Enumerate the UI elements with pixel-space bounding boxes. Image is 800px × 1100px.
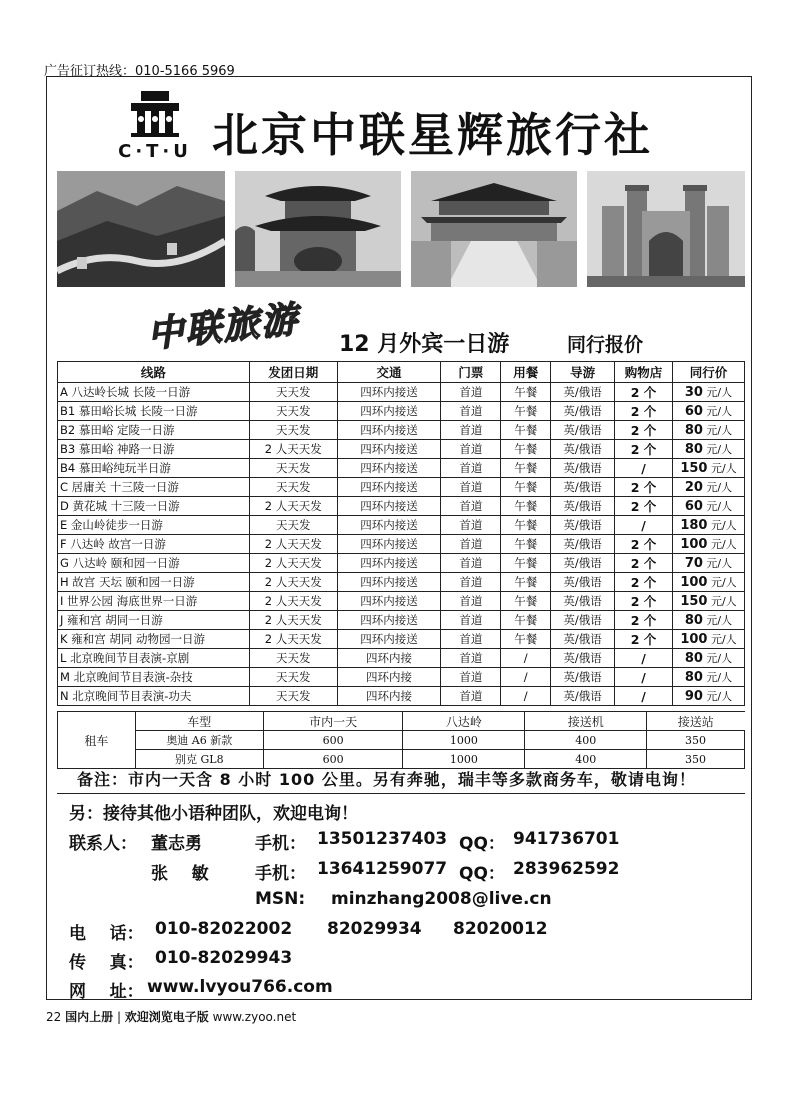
cell-ticket: 首道 <box>441 592 501 611</box>
cell-meal: 午餐 <box>501 383 551 402</box>
cell-guide: 英/俄语 <box>551 573 615 592</box>
table-row <box>58 459 745 478</box>
cell-meal: 午餐 <box>501 478 551 497</box>
price-unit: 元/人 <box>706 690 733 703</box>
cell-meal: 午餐 <box>501 592 551 611</box>
qq-2: 283962592 <box>513 859 620 879</box>
cell-ticket: 首道 <box>441 497 501 516</box>
cell-guide: 英/俄语 <box>551 535 615 554</box>
col-shops: 购物店 <box>615 362 673 383</box>
cell-price <box>672 478 744 497</box>
cell-meal: 午餐 <box>501 497 551 516</box>
col-ticket: 门票 <box>441 362 501 383</box>
rental-col-airport: 接送机 <box>525 712 647 731</box>
cell-transport: 四环内接送 <box>337 478 441 497</box>
cell-date: 天天发 <box>249 649 337 668</box>
mobile-label-1: 手机： <box>255 834 306 854</box>
cell-route: H 故宫 天坛 颐和园一日游 <box>58 573 250 592</box>
cell-date: 天天发 <box>249 383 337 402</box>
cell-guide: 英/俄语 <box>551 630 615 649</box>
price-unit: 元/人 <box>706 671 733 684</box>
cell-guide: 英/俄语 <box>551 497 615 516</box>
cell-price <box>672 554 744 573</box>
col-meal: 用餐 <box>501 362 551 383</box>
cell-route: J 雍和宫 胡同一日游 <box>58 611 250 630</box>
cell-transport: 四环内接送 <box>337 440 441 459</box>
mobile-1: 13501237403 <box>317 829 448 849</box>
cell-ticket: 首道 <box>441 687 501 706</box>
rental-col-station: 接送站 <box>647 712 745 731</box>
cell-shops: 2 个 <box>615 497 673 516</box>
rental-header-row <box>58 712 745 731</box>
cell-shops: 2 个 <box>615 611 673 630</box>
cell-price <box>672 440 744 459</box>
cell-guide: 英/俄语 <box>551 592 615 611</box>
rental-cell: 奥迪 A6 新款 <box>135 731 263 750</box>
cell-date: 天天发 <box>249 459 337 478</box>
cell-ticket: 首道 <box>441 478 501 497</box>
cell-shops: 2 个 <box>615 383 673 402</box>
price-value: 80 <box>684 442 703 457</box>
cell-meal: 午餐 <box>501 535 551 554</box>
rental-col-city-day: 市内一天 <box>263 712 403 731</box>
cell-route: N 北京晚间节目表演-功夫 <box>58 687 250 706</box>
cell-transport: 四环内接送 <box>337 535 441 554</box>
cell-meal: 午餐 <box>501 573 551 592</box>
cell-transport: 四环内接 <box>337 668 441 687</box>
company-name: 北京中联星辉旅行社 <box>212 108 653 162</box>
cell-price <box>672 402 744 421</box>
price-unit: 元/人 <box>706 557 733 570</box>
rental-cell: 400 <box>525 750 647 769</box>
cell-route: C 居庸关 十三陵一日游 <box>58 478 250 497</box>
cell-ticket: 首道 <box>441 440 501 459</box>
cell-shops: 2 个 <box>615 630 673 649</box>
extra-service-note: 另：接待其他小语种团队，欢迎电询！ <box>69 804 358 824</box>
cell-price <box>672 516 744 535</box>
page-footer: 22 国内上册 | 欢迎浏览电子版 www.zyoo.net <box>46 1010 297 1024</box>
cell-ticket: 首道 <box>441 668 501 687</box>
cell-guide: 英/俄语 <box>551 516 615 535</box>
footer-site[interactable]: www.zyoo.net <box>212 1010 297 1024</box>
cell-ticket: 首道 <box>441 535 501 554</box>
cell-date: 天天发 <box>249 668 337 687</box>
contact-person-1: 董志勇 <box>151 834 202 854</box>
cell-price <box>672 497 744 516</box>
cell-guide: 英/俄语 <box>551 649 615 668</box>
cell-price <box>672 535 744 554</box>
price-value: 80 <box>684 423 703 438</box>
table-row <box>58 573 745 592</box>
cell-price <box>672 573 744 592</box>
cell-guide: 英/俄语 <box>551 687 615 706</box>
quote-label: 同行报价 <box>567 334 644 356</box>
rental-cell: 别克 GL8 <box>135 750 263 769</box>
cell-guide: 英/俄语 <box>551 440 615 459</box>
cell-date: 2 人天天发 <box>249 535 337 554</box>
cell-shops: 2 个 <box>615 478 673 497</box>
phone-2: 82029934 <box>327 919 422 939</box>
table-row <box>58 611 745 630</box>
price-value: 100 <box>680 575 708 590</box>
cell-ticket: 首道 <box>441 421 501 440</box>
footer-welcome: 欢迎浏览电子版 <box>124 1010 209 1024</box>
cell-ticket: 首道 <box>441 573 501 592</box>
price-unit: 元/人 <box>706 443 733 456</box>
cell-meal: / <box>501 649 551 668</box>
cell-price <box>672 687 744 706</box>
cell-shops: 2 个 <box>615 573 673 592</box>
cell-price <box>672 383 744 402</box>
cell-ticket: 首道 <box>441 402 501 421</box>
phone-label: 电 话： <box>69 924 144 944</box>
cell-transport: 四环内接 <box>337 649 441 668</box>
cell-route: M 北京晚间节目表演-杂技 <box>58 668 250 687</box>
castle-gate-photo <box>587 171 745 287</box>
cell-guide: 英/俄语 <box>551 402 615 421</box>
rental-note: 备注：市内一天含 8 小时 100 公里。另有奔驰，瑞丰等多款商务车，敬请电询！ <box>77 770 696 789</box>
rental-label: 租车 <box>58 712 136 769</box>
table-row <box>58 440 745 459</box>
price-value: 180 <box>680 518 708 533</box>
mobile-2: 13641259077 <box>317 859 448 879</box>
cell-transport: 四环内接送 <box>337 497 441 516</box>
cell-transport: 四环内接 <box>337 687 441 706</box>
price-value: 60 <box>684 499 703 514</box>
ad-hotline: 广告征订热线：010-5166 5969 <box>44 64 235 79</box>
table-row <box>58 592 745 611</box>
price-unit: 元/人 <box>710 576 737 589</box>
cell-date: 2 人天天发 <box>249 611 337 630</box>
price-unit: 元/人 <box>706 481 733 494</box>
mobile-label-2: 手机： <box>255 864 306 884</box>
cell-guide: 英/俄语 <box>551 611 615 630</box>
footer-section: 国内上册 <box>65 1010 114 1024</box>
cell-date: 2 人天天发 <box>249 573 337 592</box>
cell-price <box>672 611 744 630</box>
car-rental-table <box>57 711 745 769</box>
cell-route: E 金山岭徒步一日游 <box>58 516 250 535</box>
cell-date: 天天发 <box>249 402 337 421</box>
price-value: 20 <box>684 480 703 495</box>
cell-shops: / <box>615 668 673 687</box>
phone-3: 82020012 <box>453 919 548 939</box>
rental-cell: 350 <box>647 731 745 750</box>
cell-meal: 午餐 <box>501 459 551 478</box>
website-link[interactable]: www.lvyou766.com <box>147 977 333 997</box>
cell-date: 2 人天天发 <box>249 592 337 611</box>
cell-ticket: 首道 <box>441 383 501 402</box>
table-row <box>58 383 745 402</box>
cell-date: 天天发 <box>249 516 337 535</box>
cell-price <box>672 668 744 687</box>
table-row <box>58 649 745 668</box>
price-unit: 元/人 <box>710 519 737 532</box>
fax-number: 010-82029943 <box>155 948 293 968</box>
cell-price <box>672 421 744 440</box>
cell-meal: 午餐 <box>501 421 551 440</box>
price-value: 60 <box>684 404 703 419</box>
tour-title: 12 月外宾一日游 <box>339 332 510 357</box>
msn-label: MSN: <box>255 889 306 909</box>
price-value: 100 <box>680 632 708 647</box>
rental-cell: 400 <box>525 731 647 750</box>
cell-date: 天天发 <box>249 687 337 706</box>
cell-route: D 黄花城 十三陵一日游 <box>58 497 250 516</box>
palace-hall-photo <box>411 171 577 287</box>
logo-seal-icon <box>127 89 183 139</box>
price-value: 150 <box>680 594 708 609</box>
page-number: 22 <box>46 1010 62 1024</box>
table-row <box>58 535 745 554</box>
photo-strip <box>57 171 745 289</box>
price-unit: 元/人 <box>706 652 733 665</box>
cell-date: 2 人天天发 <box>249 440 337 459</box>
logo-text: C·T·U <box>118 141 192 162</box>
price-value: 80 <box>684 670 703 685</box>
table-row <box>58 630 745 649</box>
cell-guide: 英/俄语 <box>551 421 615 440</box>
rental-cell: 1000 <box>403 731 525 750</box>
phone-1: 010-82022002 <box>155 919 293 939</box>
cell-meal: / <box>501 668 551 687</box>
cell-guide: 英/俄语 <box>551 459 615 478</box>
cell-route: B2 慕田峪 定陵一日游 <box>58 421 250 440</box>
price-unit: 元/人 <box>706 386 733 399</box>
price-value: 80 <box>684 651 703 666</box>
cell-guide: 英/俄语 <box>551 554 615 573</box>
price-value: 70 <box>684 556 703 571</box>
price-value: 100 <box>680 537 708 552</box>
cell-transport: 四环内接送 <box>337 402 441 421</box>
cell-transport: 四环内接送 <box>337 611 441 630</box>
table-row <box>58 516 745 535</box>
price-unit: 元/人 <box>706 614 733 627</box>
ad-frame <box>46 76 752 1000</box>
price-unit: 元/人 <box>710 538 737 551</box>
fax-label: 传 真： <box>69 953 144 973</box>
cell-meal: 午餐 <box>501 611 551 630</box>
cell-route: A 八达岭长城 长陵一日游 <box>58 383 250 402</box>
cell-meal: 午餐 <box>501 554 551 573</box>
cell-shops: 2 个 <box>615 440 673 459</box>
cell-route: B3 慕田峪 神路一日游 <box>58 440 250 459</box>
cell-date: 2 人天天发 <box>249 630 337 649</box>
cell-ticket: 首道 <box>441 611 501 630</box>
rental-cell: 600 <box>263 750 403 769</box>
col-guide: 导游 <box>551 362 615 383</box>
price-unit: 元/人 <box>710 595 737 608</box>
price-value: 80 <box>684 613 703 628</box>
rental-cell: 1000 <box>403 750 525 769</box>
cell-route: B4 慕田峪纯玩半日游 <box>58 459 250 478</box>
msn-address[interactable]: minzhang2008@live.cn <box>331 889 552 909</box>
cell-route: L 北京晚间节目表演-京剧 <box>58 649 250 668</box>
cell-shops: / <box>615 459 673 478</box>
qq-label-1: QQ： <box>459 834 505 854</box>
cell-guide: 英/俄语 <box>551 478 615 497</box>
cell-route: I 世界公园 海底世界一日游 <box>58 592 250 611</box>
cell-route: G 八达岭 颐和园一日游 <box>58 554 250 573</box>
cell-date: 天天发 <box>249 421 337 440</box>
cell-meal: 午餐 <box>501 516 551 535</box>
rental-cell: 600 <box>263 731 403 750</box>
cell-price <box>672 630 744 649</box>
price-unit: 元/人 <box>706 424 733 437</box>
contact-person-2: 张 敏 <box>151 864 209 884</box>
tour-price-table <box>57 361 745 706</box>
cell-shops: 2 个 <box>615 421 673 440</box>
cell-shops: 2 个 <box>615 535 673 554</box>
table-row <box>58 687 745 706</box>
table-header-row <box>58 362 745 383</box>
price-unit: 元/人 <box>710 633 737 646</box>
divider <box>57 793 745 794</box>
great-wall-photo <box>57 171 225 287</box>
cell-route: F 八达岭 故宫一日游 <box>58 535 250 554</box>
cell-ticket: 首道 <box>441 459 501 478</box>
table-row <box>58 668 745 687</box>
brand-script-logo: 中联旅游 <box>145 299 302 356</box>
cell-shops: / <box>615 649 673 668</box>
table-row <box>58 421 745 440</box>
price-value: 30 <box>684 385 703 400</box>
contact-label: 联系人： <box>69 834 137 854</box>
cell-guide: 英/俄语 <box>551 668 615 687</box>
cell-route: K 雍和宫 胡同 动物园一日游 <box>58 630 250 649</box>
cell-transport: 四环内接送 <box>337 459 441 478</box>
tour-table-body <box>58 383 745 706</box>
table-row <box>58 554 745 573</box>
price-unit: 元/人 <box>706 405 733 418</box>
pagoda-temple-photo <box>235 171 401 287</box>
cell-route: B1 慕田峪长城 长陵一日游 <box>58 402 250 421</box>
cell-shops: / <box>615 687 673 706</box>
qq-1: 941736701 <box>513 829 620 849</box>
cell-meal: 午餐 <box>501 402 551 421</box>
rental-col-model: 车型 <box>135 712 263 731</box>
cell-transport: 四环内接送 <box>337 554 441 573</box>
col-price: 同行价 <box>672 362 744 383</box>
cell-transport: 四环内接送 <box>337 592 441 611</box>
price-unit: 元/人 <box>706 500 733 513</box>
cell-shops: 2 个 <box>615 592 673 611</box>
rental-row <box>58 731 745 750</box>
cell-date: 天天发 <box>249 478 337 497</box>
cell-ticket: 首道 <box>441 554 501 573</box>
cell-ticket: 首道 <box>441 516 501 535</box>
cell-price <box>672 592 744 611</box>
cell-price <box>672 459 744 478</box>
cell-transport: 四环内接送 <box>337 573 441 592</box>
table-row <box>58 497 745 516</box>
qq-label-2: QQ： <box>459 864 505 884</box>
cell-transport: 四环内接送 <box>337 516 441 535</box>
cell-price <box>672 649 744 668</box>
cell-ticket: 首道 <box>441 649 501 668</box>
cell-shops: 2 个 <box>615 402 673 421</box>
cell-ticket: 首道 <box>441 630 501 649</box>
cell-meal: / <box>501 687 551 706</box>
website-label: 网 址： <box>69 982 144 1002</box>
table-row <box>58 478 745 497</box>
cell-meal: 午餐 <box>501 630 551 649</box>
cell-guide: 英/俄语 <box>551 383 615 402</box>
rental-cell: 350 <box>647 750 745 769</box>
price-unit: 元/人 <box>710 462 737 475</box>
cell-shops: 2 个 <box>615 554 673 573</box>
col-route: 线路 <box>58 362 250 383</box>
cell-transport: 四环内接送 <box>337 630 441 649</box>
col-date: 发团日期 <box>249 362 337 383</box>
col-transport: 交通 <box>337 362 441 383</box>
cell-date: 2 人天天发 <box>249 554 337 573</box>
rental-row <box>58 750 745 769</box>
price-value: 90 <box>684 689 703 704</box>
company-logo <box>105 89 205 167</box>
cell-date: 2 人天天发 <box>249 497 337 516</box>
table-row <box>58 402 745 421</box>
cell-meal: 午餐 <box>501 440 551 459</box>
rental-col-badaling: 八达岭 <box>403 712 525 731</box>
cell-transport: 四环内接送 <box>337 421 441 440</box>
price-value: 150 <box>680 461 708 476</box>
cell-transport: 四环内接送 <box>337 383 441 402</box>
cell-shops: / <box>615 516 673 535</box>
